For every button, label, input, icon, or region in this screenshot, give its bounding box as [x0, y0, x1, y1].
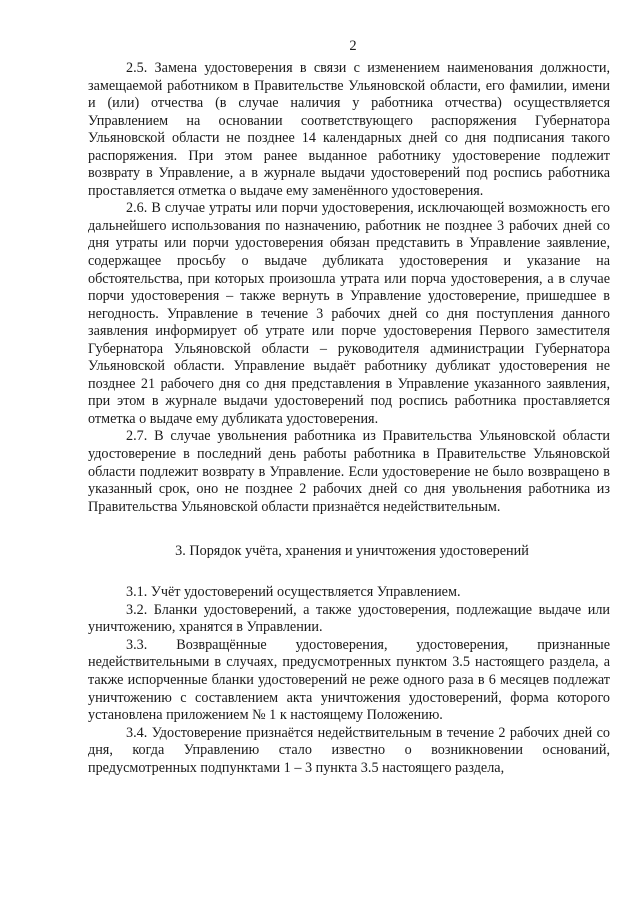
paragraph-3-3: 3.3. Возвращённые удостоверения, удостоверения, признанные недействительными в случаях, предусмотренных пунктом 3.5 настоящего раздела, а также испорченные бланки удостоверений не реже одного раза в 6 месяцев подлежат уничтожению с составлением акта уничтожения удостоверений, форма которого установлена приложением № 1 к настоящему Положению. [88, 636, 610, 724]
paragraph-3-2: 3.2. Бланки удостоверений, а также удостоверения, подлежащие выдаче или уничтожению, хранятся в Управлении. [88, 601, 610, 636]
paragraph-2-5: 2.5. Замена удостоверения в связи с изменением наименования должности, замещаемой работником в Правительстве Ульяновской области, его фамилии, имени и (или) отчества (в случае наличия у работника отчества) осуществляется Управлением на основании соответствующего распоряжения Губернатора Ульяновской области не позднее 14 календарных дней со дня подписания такого распоряжения. При этом ранее выданное работнику удостоверение подлежит возврату в Управление, а в журнале выдачи удостоверений под роспись работника проставляется отметка о выдаче ему заменённого удостоверения. [88, 60, 610, 199]
page-number: 2 [349, 38, 357, 54]
document-page [88, 36, 610, 777]
paragraph-3-4: 3.4. Удостоверение признаётся недействительным в течение 2 рабочих дней со дня, когда Управлению стало известно о возникновении оснований, предусмотренных подпунктами 1 – 3 пункта 3.5 настоящего раздела, [88, 724, 610, 776]
section-title: 3. Порядок учёта, хранения и уничтожения удостоверений [175, 543, 529, 560]
paragraph-3-1: 3.1. Учёт удостоверений осуществляется Управлением. [126, 584, 461, 601]
paragraph-2-6: 2.6. В случае утраты или порчи удостоверения, исключающей возможность его дальнейшего использования по назначению, работник не позднее 3 рабочих дней со дня утраты или порчи удостоверения обязан представить в Управление заявление, содержащее просьбу о выдаче дубликата удостоверения и указание на обстоятельства, при которых произошла утрата или порча удостоверения, а в случае порчи удостоверения – также вернуть в Управление удостоверение, пришедшее в негодность. Управление в течение 3 рабочих дней со дня поступления данного заявления информирует об утрате или порче удостоверения Первого заместителя Губернатора Ульяновской области – руководителя администрации Губернатора Ульяновской области. Управление выдаёт работнику дубликат удостоверения не позднее 21 рабочего дня со дня представления в Управление указанного заявления, при этом в журнале выдачи удостоверений под роспись работника проставляется отметка о выдаче ему дубликата удостоверения. [88, 200, 610, 427]
paragraph-2-7: 2.7. В случае увольнения работника из Правительства Ульяновской области удостоверение в последний день работы работника в Правительстве Ульяновской области подлежит возврату в Управление. Если удостоверение не было возвращено в указанный срок, оно не позднее 2 рабочих дней со дня увольнения работника из Правительства Ульяновской области признаётся недействительным. [88, 428, 610, 515]
